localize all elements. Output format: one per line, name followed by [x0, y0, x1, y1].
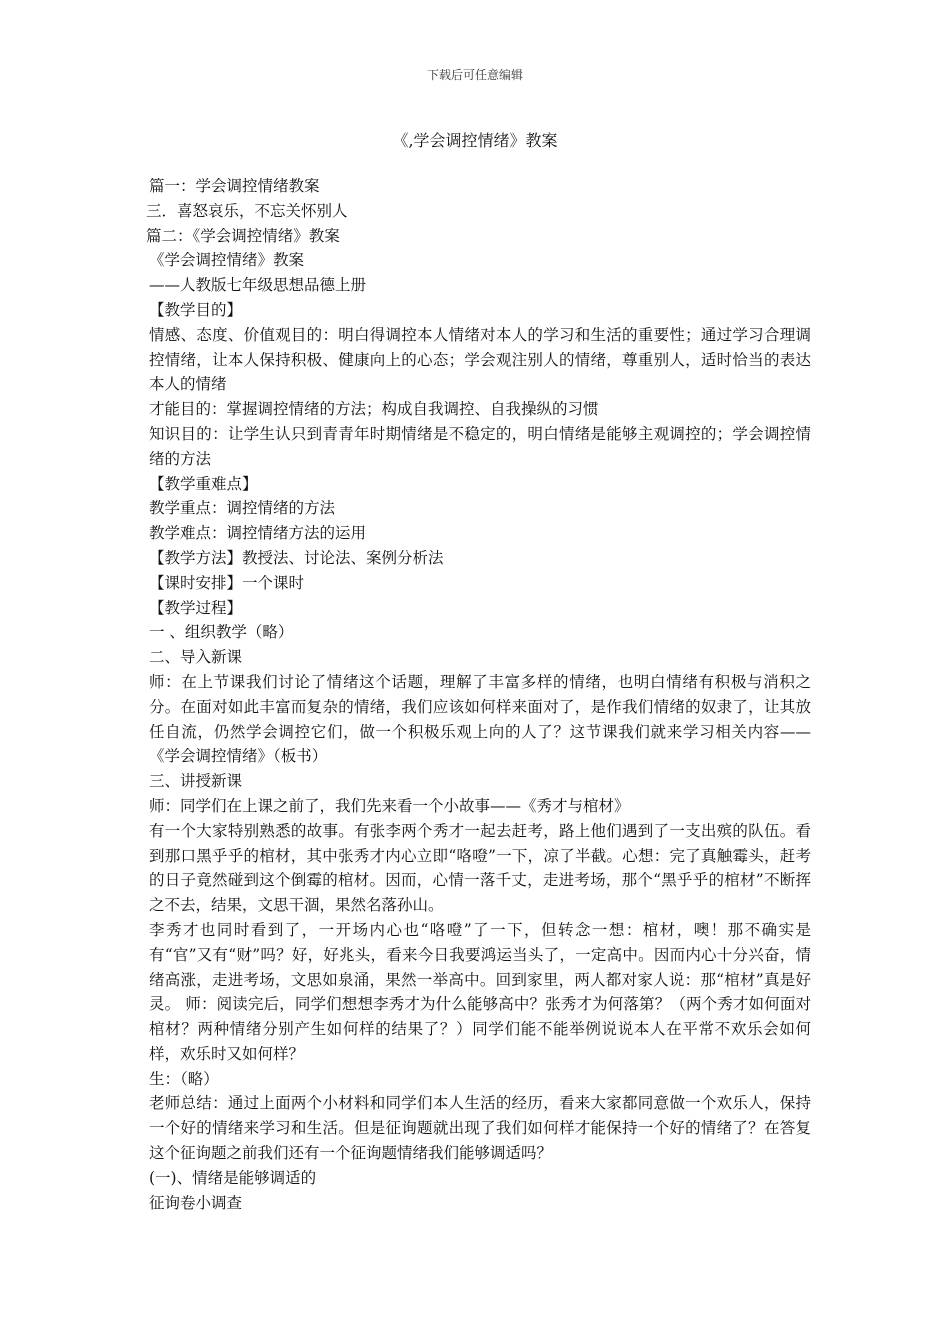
- paragraph: 【教学目的】: [149, 300, 243, 319]
- paragraph: 【教学过程】: [149, 598, 243, 617]
- page-header-note: 下载后可任意编辑: [426, 68, 523, 82]
- paragraph: 生：（略）: [149, 1069, 219, 1088]
- paragraph: 征询卷小调查: [149, 1193, 243, 1212]
- paragraph: 师：在上节课我们讨论了情绪这个话题，理解了丰富多样的情绪，也明白情绪有积极与消积之分。在面对如此丰富而复杂的情绪，我们应该如何样来面对了，是作我们情绪的奴隶了，让其放任自流，仍然学会调控它们，做一个积极乐观上向的人了？这节课我们就来学习相关内容——《学会调控情绪》（板书）: [149, 672, 811, 766]
- paragraph: ——人教版七年级思想品德上册: [149, 276, 367, 295]
- paragraph: 才能目的：掌握调控情绪的方法；构成自我调控、自我操纵的习惯: [149, 400, 599, 419]
- document-title: 《,学会调控情绪》教案: [392, 131, 558, 150]
- paragraph: 【教学重难点】: [149, 474, 258, 493]
- paragraph: 二、导入新课: [149, 648, 243, 667]
- paragraph: 教学难点：调控情绪方法的运用: [149, 524, 367, 543]
- paragraph: 老师总结：通过上面两个小材料和同学们本人生活的经历，看来大家都同意做一个欢乐人，保持一个好的情绪来学习和生活。但是征询题就出现了我们如何样才能保持一个好的情绪了？在答复这个征询题之前我们还有一个征询题情绪我们能够调适吗？: [149, 1094, 811, 1163]
- paragraph: 知识目的：让学生认只到青青年时期情绪是不稳定的，明白情绪是能够主观调控的；学会调控情绪的方法: [149, 424, 811, 468]
- paragraph: 教学重点：调控情绪的方法: [149, 499, 336, 518]
- paragraph: 情感、态度、价值观目的：明白得调控本人情绪对本人的学习和生活的重要性；通过学习合理调控情绪，让本人保持积极、健康向上的心态；学会观注别人的情绪，尊重别人，适时恰当的表达本人的情绪: [149, 325, 811, 394]
- paragraph: 三、讲授新课: [149, 772, 243, 791]
- paragraph: (一)、情绪是能够调适的: [149, 1168, 317, 1187]
- paragraph: 【课时安排】一个课时: [149, 573, 305, 592]
- paragraph: 有一个大家特别熟悉的故事。有张李两个秀才一起去赶考，路上他们遇到了一支出殡的队伍。看到那口黑乎乎的棺材，其中张秀才内心立即“咯噔”一下，凉了半截。心想：完了真触霉头，赶考的日子竟然碰到这个倒霉的棺材。因而，心情一落千丈，走进考场，那个“黑乎乎的棺材”不断挥之不去，结果，文思干涸，果然名落孙山。: [149, 821, 811, 915]
- paragraph: 《学会调控情绪》教案: [149, 251, 305, 270]
- paragraph: 【教学方法】教授法、讨论法、案例分析法: [149, 548, 444, 567]
- paragraph: 篇二：《学会调控情绪》教案: [146, 226, 340, 245]
- paragraph: 三．喜怒哀乐，不忘关怀别人: [146, 201, 348, 220]
- document-body: [146, 174, 811, 1215]
- paragraph: 李秀才也同时看到了，一开场内心也“咯噔”了一下，但转念一想：棺材，噢！那不确实是有“官”又有“财”吗？好，好兆头，看来今日我要鸿运当头了，一定高中。因而内心十分兴奋，情绪高涨，走进考场，文思如泉涌，果然一举高中。回到家里，两人都对家人说：那“棺材”真是好灵。 师：阅读完后，同学们想想李秀才为什么能够高中？张秀才为何落第？（两个秀才如何面对棺材？两种情绪分别产生如何样的结果了？）同学们能不能举例说说本人在平常不欢乐会如何样，欢乐时又如何样？: [149, 920, 811, 1063]
- paragraph: 一 、组织教学（略）: [149, 623, 294, 642]
- paragraph: 师：同学们在上课之前了，我们先来看一个小故事——《秀才与棺材》: [149, 796, 630, 815]
- paragraph: 篇一：学会调控情绪教案: [149, 177, 320, 195]
